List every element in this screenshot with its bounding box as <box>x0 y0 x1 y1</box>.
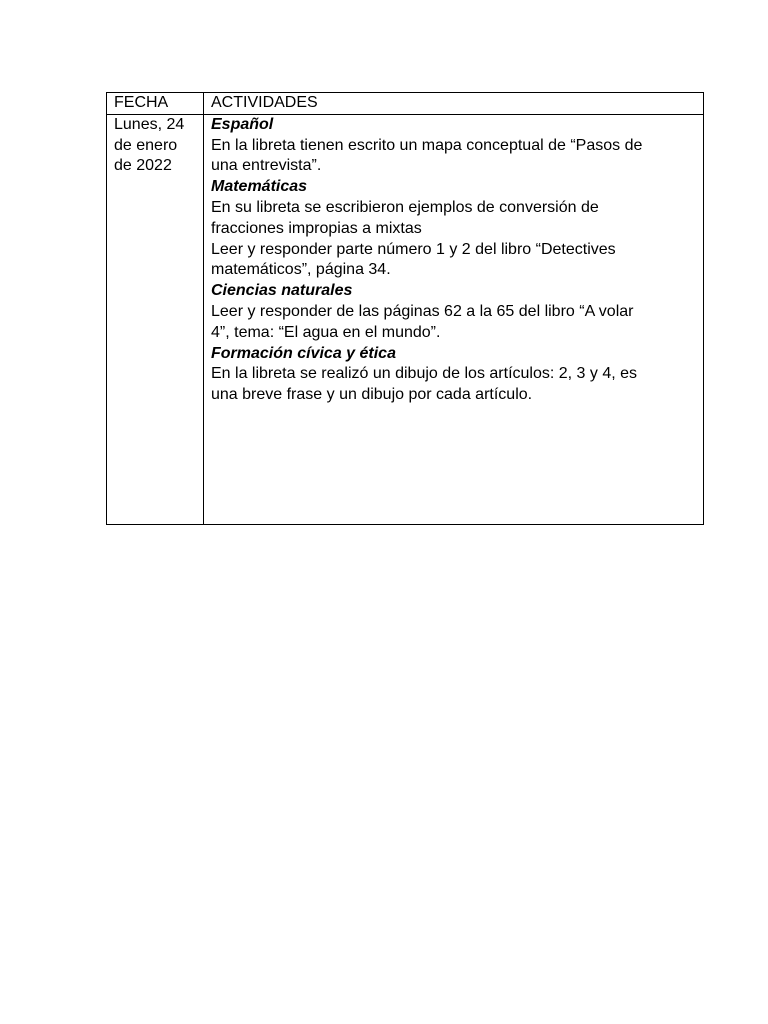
activity-line: fracciones impropias a mixtas <box>211 219 422 237</box>
activity-line: Leer y responder parte número 1 y 2 del libro “Detectives <box>211 240 616 258</box>
activity-line: En su libreta se escribieron ejemplos de conversión de <box>211 198 599 216</box>
header-activities: ACTIVIDADES <box>204 93 704 115</box>
activities-table <box>106 92 704 525</box>
table-row <box>107 114 704 524</box>
section-ciencias-naturales <box>211 281 703 343</box>
date-line: de 2022 <box>114 157 172 175</box>
activity-line: En la libreta se realizó un dibujo de los artículos: 2, 3 y 4, es <box>211 365 638 383</box>
activity-line: una entrevista”. <box>211 157 322 175</box>
date-line: Lunes, 24 <box>114 115 185 133</box>
activity-line: En la libreta tienen escrito un mapa conceptual de “Pasos de <box>211 136 643 154</box>
date-line: de enero <box>114 136 178 154</box>
date-cell <box>107 114 204 524</box>
activity-line: una breve frase y un dibujo por cada artículo. <box>211 386 533 404</box>
subject-heading: Ciencias naturales <box>211 282 353 300</box>
header-date: FECHA <box>107 93 204 115</box>
subject-heading: Matemáticas <box>211 178 308 196</box>
section-matematicas <box>211 177 703 281</box>
section-formacion-civica <box>211 344 703 406</box>
section-espanol <box>211 115 703 177</box>
subject-heading: Formación cívica y ética <box>211 344 396 362</box>
activity-line: matemáticos”, página 34. <box>211 261 391 279</box>
subject-heading: Español <box>211 115 274 133</box>
table-header-row <box>107 93 704 115</box>
activity-line: 4”, tema: “El agua en el mundo”. <box>211 323 441 341</box>
activities-cell <box>204 114 704 524</box>
activity-line: Leer y responder de las páginas 62 a la 65 del libro “A volar <box>211 302 634 320</box>
